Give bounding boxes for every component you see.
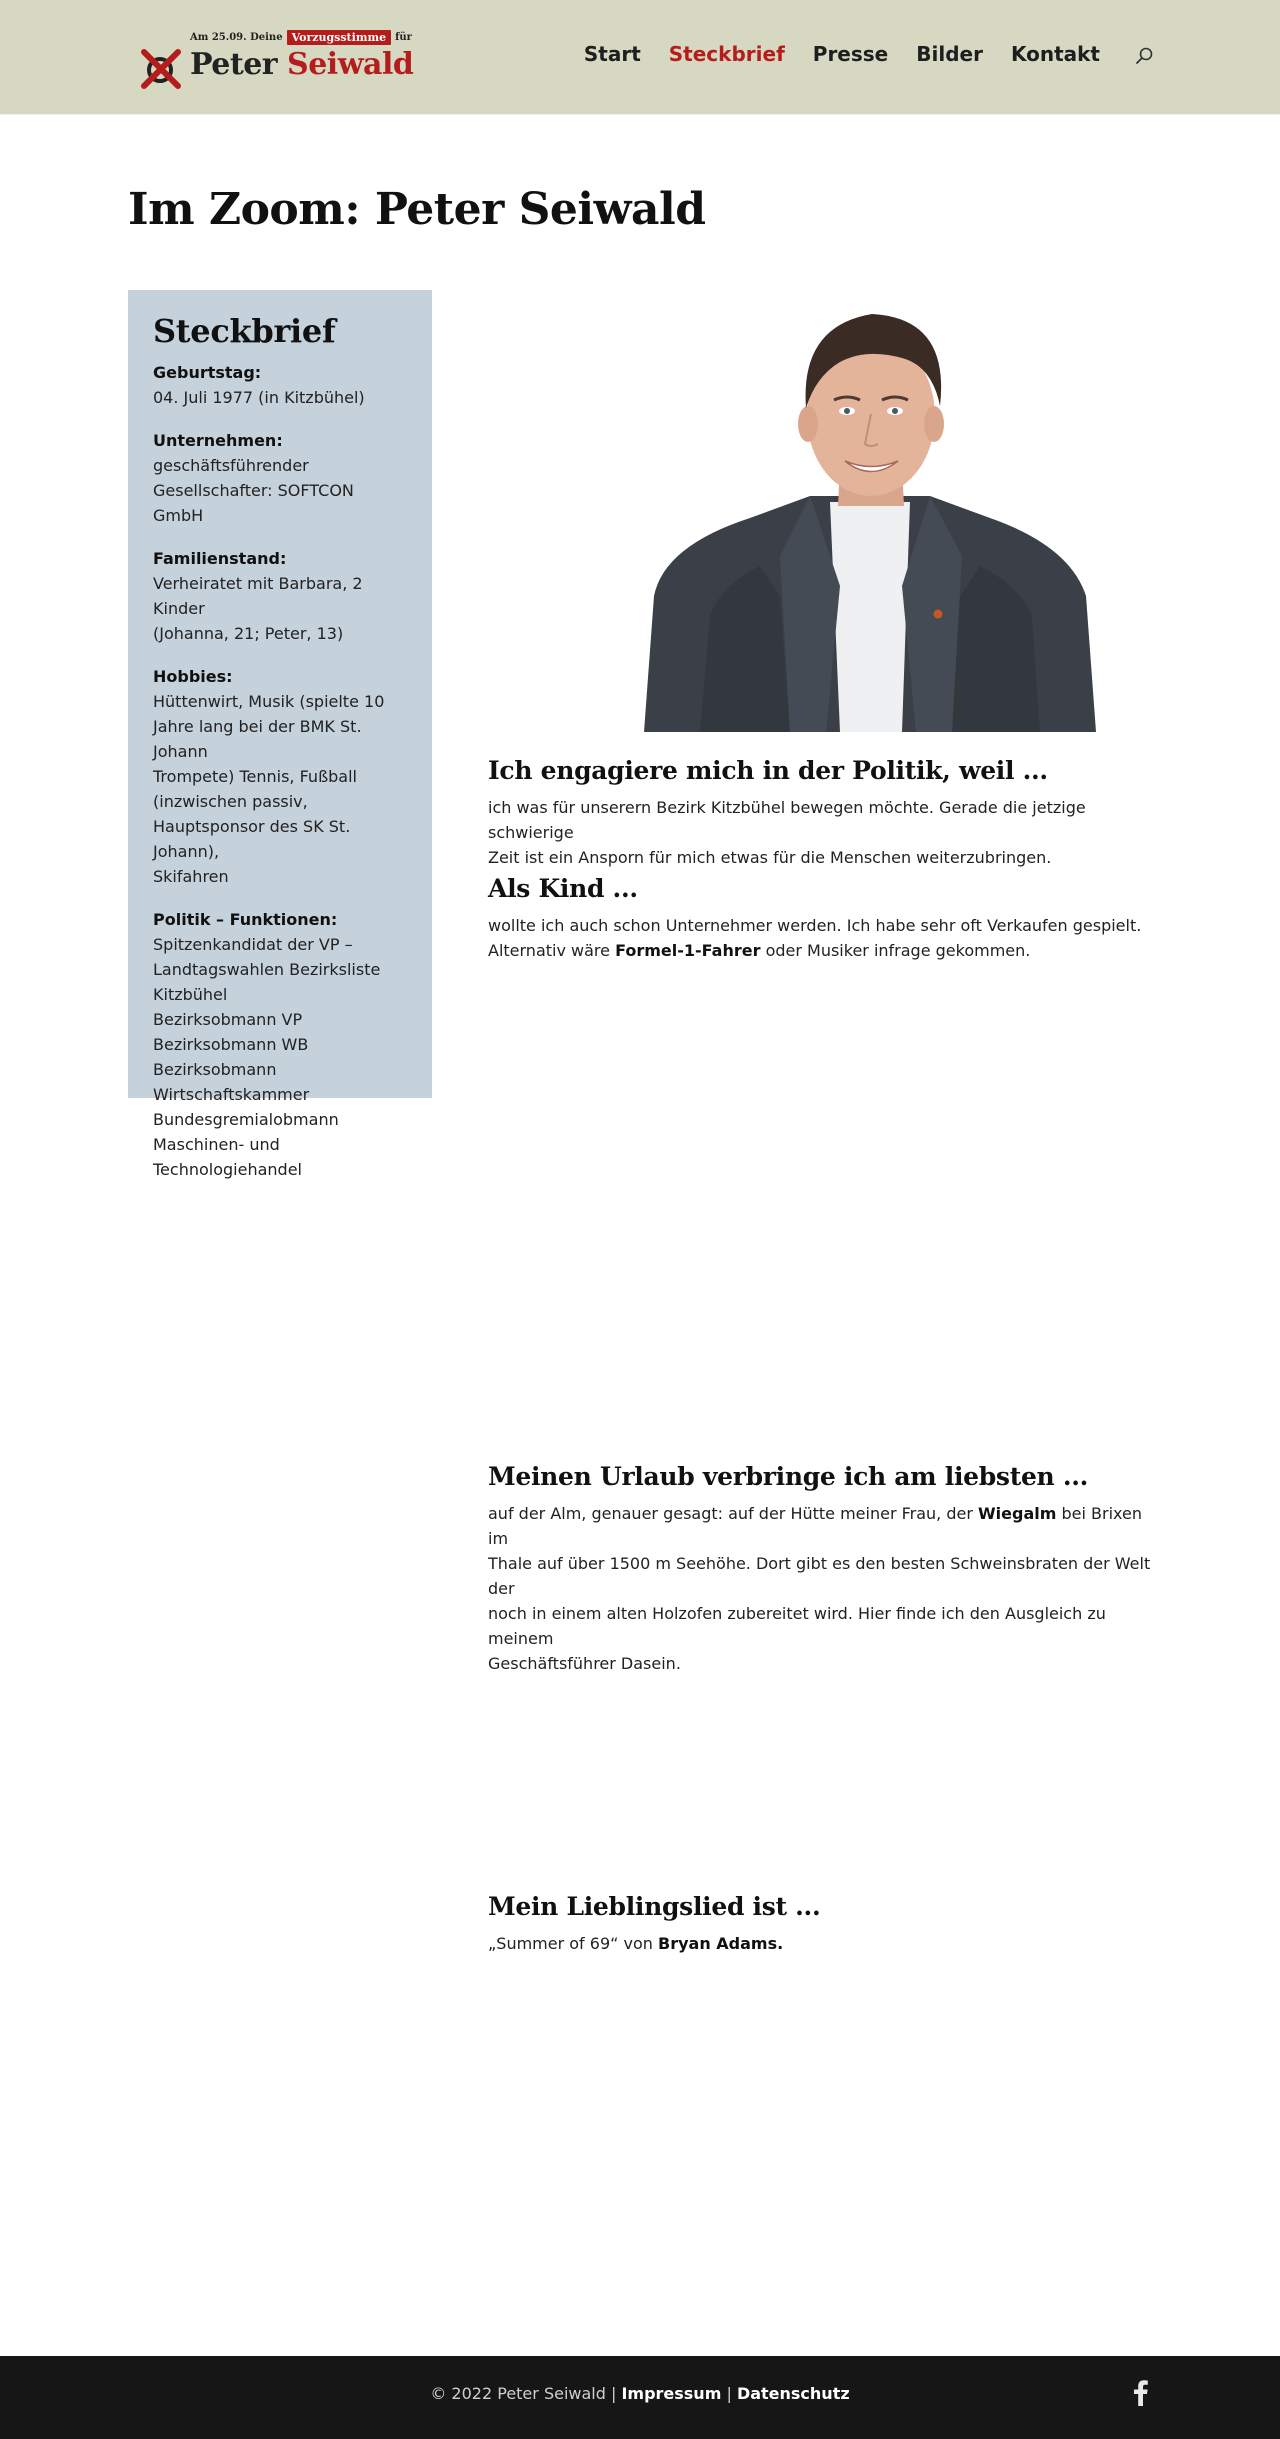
section-text-line: Geschäftsführer Dasein. (488, 1654, 681, 1673)
site-header (0, 0, 1280, 114)
steckbrief-sidebar (128, 290, 432, 1179)
section-vacation (488, 1462, 1152, 1676)
sidebar-entry-company (153, 428, 408, 528)
section-heading: Mein Lieblingslied ist ... (488, 1892, 821, 1921)
site-logo[interactable] (140, 30, 414, 90)
sidebar-title: Steckbrief (153, 312, 336, 350)
section-text-fragment: auf der Alm, genauer gesagt: auf der Hütte meiner Frau, der (488, 1504, 979, 1523)
sidebar-entry-line: (inzwischen passiv, (153, 792, 308, 811)
sidebar-entry-line: Bundesgremialobmann (153, 1110, 339, 1129)
sidebar-entry-label: Politik – Funktionen: (153, 910, 338, 929)
section-text-fragment: bei Brixen im (488, 1504, 1142, 1548)
sidebar-entry-line: Wirtschaftskammer (153, 1085, 310, 1104)
logo-tagline (190, 30, 412, 45)
sidebar-entry-label: Hobbies: (153, 667, 233, 686)
section-text-line: ich was für unserern Bezirk Kitzbühel bewegen möchte. Gerade die jetzige schwierige (488, 798, 1086, 842)
logo-tagline-prefix: Am 25.09. Deine (190, 32, 283, 43)
footer-link-impressum[interactable]: Impressum (621, 2384, 722, 2403)
section-text-bold: Formel-1-Fahrer (615, 941, 761, 960)
sidebar-entry-line: Technologiehandel (153, 1160, 302, 1179)
portrait-photo (640, 296, 1100, 732)
logo-name-last: Seiwald (287, 47, 414, 82)
sidebar-entry-line: Maschinen- und (153, 1135, 280, 1154)
sidebar-entry-line: Skifahren (153, 867, 229, 886)
section-text-bold: Wiegalm (978, 1504, 1057, 1523)
sidebar-entry-line: Spitzenkandidat der VP – (153, 935, 353, 954)
sidebar-entry-line: Landtagswahlen Bezirksliste (153, 960, 381, 979)
sidebar-entry-line: (Johanna, 21; Peter, 13) (153, 624, 344, 643)
section-text-line: wollte ich auch schon Unternehmer werden. Ich habe sehr oft Verkaufen gespielt. (488, 916, 1142, 935)
page-title: Im Zoom: Peter Seiwald (128, 184, 706, 235)
section-heading: Als Kind ... (488, 874, 638, 903)
main-nav (584, 42, 1150, 66)
sidebar-entry-label: Unternehmen: (153, 431, 283, 450)
sidebar-entry-line: Trompete) Tennis, Fußball (153, 767, 357, 786)
sidebar-entry-line: Bezirksobmann WB (153, 1035, 309, 1054)
sidebar-entry-line: 04. Juli 1977 (in Kitzbühel) (153, 388, 365, 407)
nav-item-kontakt[interactable]: Kontakt (1010, 42, 1100, 66)
section-text-line: noch in einem alten Holzofen zubereitet wird. Hier finde ich den Ausgleich zu meinem (488, 1604, 1106, 1648)
sidebar-entry-line: Kitzbühel (153, 985, 228, 1004)
sidebar-entry-birthday (153, 360, 408, 410)
sidebar-entry-line: Jahre lang bei der BMK St. Johann (153, 717, 362, 761)
ballot-cross-icon (140, 46, 184, 90)
facebook-icon[interactable] (1130, 2378, 1150, 2406)
section-text-fragment: „Summer of 69“ von (488, 1934, 658, 1953)
nav-item-start[interactable]: Start (583, 42, 641, 66)
sidebar-entry-hobbies (153, 664, 408, 889)
section-text-fragment: Alternativ wäre (488, 941, 616, 960)
footer-copyright: © 2022 Peter Seiwald | (430, 2384, 622, 2403)
sidebar-entry-politics (153, 907, 408, 1182)
section-politics (488, 756, 1152, 870)
sidebar-entry-line: geschäftsführender (153, 456, 309, 475)
section-text (488, 1501, 1152, 1676)
section-text (488, 913, 1152, 963)
footer-text (0, 2384, 1280, 2403)
footer-separator: | (721, 2384, 737, 2403)
section-favorite-song (488, 1892, 1152, 1956)
footer-link-datenschutz[interactable]: Datenschutz (736, 2384, 850, 2403)
nav-item-presse[interactable]: Presse (812, 42, 889, 66)
sidebar-entry-line: Gesellschafter: SOFTCON GmbH (153, 481, 354, 525)
section-heading: Meinen Urlaub verbringe ich am liebsten ... (488, 1462, 1089, 1491)
section-text-bold: Bryan Adams. (658, 1934, 784, 1953)
sidebar-entry-line: Bezirksobmann (153, 1060, 277, 1079)
logo-tagline-badge: Vorzugsstimme (287, 30, 392, 45)
sidebar-entry-label: Familienstand: (153, 549, 287, 568)
sidebar-entry-family (153, 546, 408, 646)
search-icon[interactable] (1134, 46, 1154, 66)
section-childhood (488, 874, 1152, 963)
section-text-line: Zeit ist ein Ansporn für mich etwas für die Menschen weiterzubringen. (488, 848, 1052, 867)
sidebar-entry-line: Hauptsponsor des SK St. Johann), (153, 817, 351, 861)
nav-item-steckbrief[interactable]: Steckbrief (668, 42, 785, 66)
logo-name-first: Peter (190, 47, 278, 82)
site-footer (0, 2356, 1280, 2439)
nav-item-bilder[interactable]: Bilder (916, 42, 983, 66)
logo-tagline-suffix: für (395, 32, 412, 43)
section-text (488, 795, 1152, 870)
sidebar-entry-line: Bezirksobmann VP (153, 1010, 303, 1029)
section-text (488, 1931, 1152, 1956)
sidebar-entry-line: Hüttenwirt, Musik (spielte 10 (153, 692, 385, 711)
section-text-fragment: oder Musiker infrage gekommen. (760, 941, 1031, 960)
section-text-line: Thale auf über 1500 m Seehöhe. Dort gibt es den besten Schweinsbraten der Welt der (488, 1554, 1151, 1598)
sidebar-entry-line: Verheiratet mit Barbara, 2 Kinder (153, 574, 363, 618)
section-heading: Ich engagiere mich in der Politik, weil ... (488, 756, 1048, 785)
logo-name (190, 47, 413, 82)
sidebar-entry-label: Geburtstag: (153, 363, 262, 382)
